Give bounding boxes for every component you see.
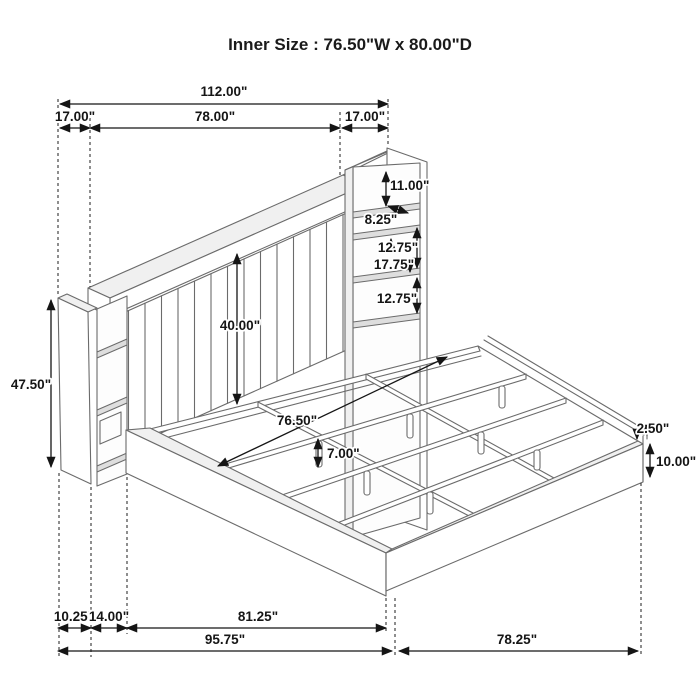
leg <box>427 492 433 514</box>
leg <box>316 441 322 467</box>
leg <box>534 450 540 470</box>
label-inner-width: 76.50" <box>276 413 318 428</box>
leg <box>364 471 370 495</box>
label-rail-lip-height: 2.50" <box>636 421 670 436</box>
label-overall-depth: 95.75" <box>204 632 246 647</box>
leg <box>499 386 505 408</box>
label-left-pier-width: 17.00" <box>54 109 96 124</box>
left-pier-outer-panel <box>58 298 91 484</box>
label-pier-height: 47.50" <box>10 377 52 392</box>
label-lower-shelf-opening: 12.75" <box>376 291 418 306</box>
right-pier-front-edge <box>345 167 353 537</box>
leg <box>478 432 484 454</box>
label-overall-width: 112.00" <box>200 84 248 99</box>
label-leg-height: 7.00" <box>327 446 360 461</box>
label-middle-shelf-opening: 17.75" <box>373 257 415 272</box>
diagram-title: Inner Size : 76.50"W x 80.00"D <box>228 35 472 54</box>
right-pier <box>345 148 430 537</box>
label-headboard-height: 40.00" <box>219 318 261 333</box>
left-pier <box>58 294 127 486</box>
label-pier-top-opening: 11.00" <box>390 178 430 193</box>
label-headboard-width: 78.00" <box>194 109 236 124</box>
label-side-rail-height: 10.00" <box>656 454 697 469</box>
label-upper-shelf-opening: 12.75" <box>377 240 419 255</box>
label-pier-to-rail-gap: 14.00" <box>88 609 130 624</box>
label-right-pier-width: 17.00" <box>344 109 386 124</box>
label-shelf-depth: 8.25" <box>364 212 398 227</box>
label-rail-length: 78.25" <box>496 632 538 647</box>
label-slat-deck-length: 81.25" <box>237 609 279 624</box>
leg <box>407 414 413 438</box>
label-pier-depth: 10.25" <box>53 609 95 624</box>
